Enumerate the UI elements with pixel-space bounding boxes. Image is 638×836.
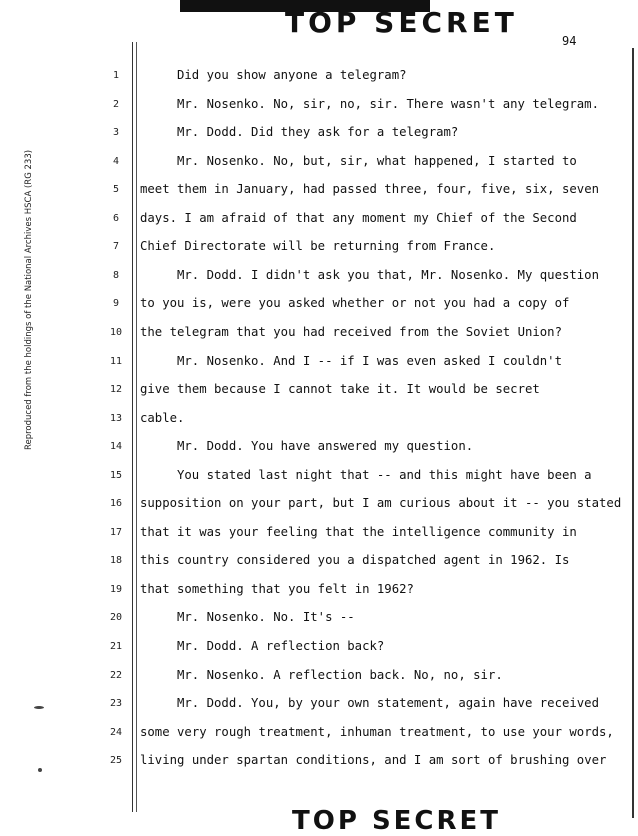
left-margin-rule-inner [136,42,137,812]
transcript-line: Mr. Dodd. You, by your own statement, again have received [177,696,599,710]
left-margin-rule [132,42,133,812]
transcript-line: living under spartan conditions, and I am sort of brushing over [140,753,607,767]
line-number: 5 [112,184,120,195]
transcript-line: Mr. Dodd. I didn't ask you that, Mr. Nosenko. My question [177,268,599,282]
line-number: 8 [112,270,120,281]
line-number: 7 [112,241,120,252]
transcript-line: Mr. Nosenko. No, sir, no, sir. There wasn't any telegram. [177,97,599,111]
line-number: 22 [109,670,123,681]
archive-stamp: Reproduced from the holdings of the National Archives HSCA (RG 233) [24,149,34,451]
transcript-line: Did you show anyone a telegram? [177,68,407,82]
line-number: 20 [109,612,123,623]
right-margin-rule [632,48,634,818]
transcript-line: that something that you felt in 1962? [140,582,414,596]
scan-speck [38,768,42,772]
line-number: 4 [112,156,120,167]
transcript-line: Mr. Nosenko. A reflection back. No, no, sir. [177,668,503,682]
transcript-line: to you is, were you asked whether or not you had a copy of [140,296,570,310]
page-number: 94 [562,34,577,48]
line-number: 15 [109,470,123,481]
line-number: 14 [109,441,123,452]
transcript-line: supposition on your part, but I am curious about it -- you stated [140,496,622,510]
transcript-line: days. I am afraid of that any moment my Chief of the Second [140,211,577,225]
transcript-line: Mr. Nosenko. No. It's -- [177,610,355,624]
line-number: 16 [109,498,123,509]
line-number: 10 [109,327,123,338]
classification-banner-bottom-text: TOP SECRET [292,806,502,836]
line-number: 12 [109,384,123,395]
transcript-line: Mr. Dodd. Did they ask for a telegram? [177,125,459,139]
classification-banner-top [285,6,518,40]
transcript-line: Mr. Dodd. A reflection back? [177,639,385,653]
line-number: 25 [109,755,123,766]
line-number: 9 [112,298,120,309]
line-number: 6 [112,213,120,224]
transcript-line: cable. [140,411,185,425]
line-number: 13 [109,413,123,424]
line-number: 24 [109,727,123,738]
transcript-line: Chief Directorate will be returning from France. [140,239,496,253]
line-number: 17 [109,527,123,538]
transcript-line: some very rough treatment, inhuman treatment, to use your words, [140,725,614,739]
transcript-line: give them because I cannot take it. It would be secret [140,382,540,396]
line-number: 1 [112,70,120,81]
transcript-line: Mr. Dodd. You have answered my question. [177,439,474,453]
line-number: 3 [112,127,120,138]
line-number: 2 [112,99,120,110]
line-number: 19 [109,584,123,595]
transcript-line: Mr. Nosenko. No, but, sir, what happened, I started to [177,154,577,168]
line-number: 23 [109,698,123,709]
line-number: 18 [109,555,123,566]
classification-banner-bottom [292,806,502,836]
transcript-line: Mr. Nosenko. And I -- if I was even asked I couldn't [177,354,562,368]
transcript-line: You stated last night that -- and this might have been a [177,468,592,482]
transcript-line: the telegram that you had received from the Soviet Union? [140,325,562,339]
transcript-line: meet them in January, had passed three, four, five, six, seven [140,182,600,196]
line-number: 21 [109,641,123,652]
transcript-line: this country considered you a dispatched agent in 1962. Is [140,553,570,567]
transcript-line: that it was your feeling that the intelligence community in [140,525,577,539]
scan-speck [34,706,44,709]
line-number: 11 [109,356,123,367]
classification-banner-top-text: TOP SECRET [285,6,518,39]
